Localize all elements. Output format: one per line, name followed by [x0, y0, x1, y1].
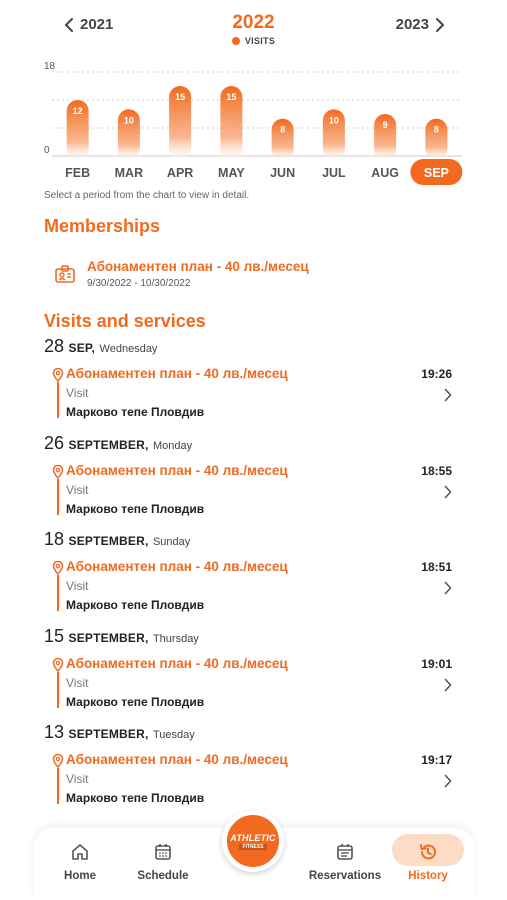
day-header — [44, 433, 192, 454]
chevron-right-icon — [444, 485, 452, 499]
chevron-right-icon — [435, 18, 445, 32]
visit-plan-name: Абонаментен план - 40 лв./месец — [66, 655, 288, 671]
location-pin-icon — [52, 754, 64, 768]
nav-history[interactable] — [388, 828, 468, 888]
visit-day — [44, 336, 464, 433]
chevron-right-icon — [444, 678, 452, 692]
y-tick-label: 18 — [44, 61, 56, 72]
visit-plan-name: Абонаментен план - 40 лв./месец — [66, 752, 288, 767]
day-number: 13 — [44, 722, 65, 742]
visit-location: Марково тепе Пловдив — [66, 791, 205, 805]
timeline-line — [57, 575, 59, 611]
nav-reservations[interactable] — [305, 828, 385, 888]
next-year-label: 2023 — [395, 16, 429, 33]
visits-list — [44, 336, 464, 819]
location-pin-icon — [52, 368, 64, 382]
nav-home[interactable] — [40, 828, 120, 888]
x-tick-label[interactable]: JUL — [322, 166, 346, 180]
day-weekday: Wednesday — [99, 343, 158, 355]
x-tick-label[interactable]: AUG — [371, 166, 400, 180]
timeline-line — [57, 382, 59, 418]
visit-entry[interactable] — [52, 559, 462, 619]
timeline-line — [57, 672, 59, 708]
visit-type: Visit — [66, 386, 89, 400]
visit-type: Visit — [66, 675, 89, 690]
reservations-icon — [335, 842, 355, 862]
visit-time: 19:17 — [421, 753, 452, 767]
visit-plan-name: Абонаментен план - 40 лв./месец — [66, 559, 288, 574]
visit-day — [44, 433, 464, 530]
day-number: 28 — [44, 336, 65, 356]
visit-time: 18:51 — [421, 560, 452, 574]
next-year-button[interactable] — [396, 16, 445, 33]
visit-entry[interactable] — [52, 366, 462, 426]
x-tick-label[interactable]: SEP — [423, 166, 449, 180]
day-month: SEP, — [68, 341, 96, 355]
membership-dates: 9/30/2022 - 10/30/2022 — [87, 278, 191, 289]
chart-hint: Select a period from the chart to view in detail. — [44, 190, 250, 201]
bar-value-label: 9 — [382, 120, 388, 130]
visit-entry[interactable] — [52, 752, 462, 812]
visits-title: Visits and services — [44, 311, 206, 331]
day-number: 15 — [44, 625, 65, 646]
day-weekday: Tuesday — [152, 729, 195, 741]
visit-time: 19:01 — [421, 656, 452, 671]
visit-time: 19:26 — [421, 367, 452, 381]
nav-reservations-label: Reservations — [308, 870, 382, 882]
day-month: SEPTEMBER, — [68, 437, 149, 452]
visit-time: 18:55 — [421, 463, 452, 478]
year-navigation — [0, 12, 507, 52]
y-tick-label: 0 — [44, 145, 50, 156]
day-number: 18 — [44, 529, 65, 549]
membership-item[interactable] — [52, 258, 472, 294]
day-header — [44, 529, 190, 550]
visit-type: Visit — [66, 482, 89, 497]
chevron-right-icon — [444, 388, 452, 402]
x-tick-label[interactable]: FEB — [65, 166, 91, 180]
brand-logo-button[interactable] — [222, 810, 284, 872]
day-month: SEPTEMBER, — [68, 630, 149, 645]
location-pin-icon — [52, 658, 64, 672]
nav-home-label: Home — [64, 870, 96, 882]
x-tick-label[interactable]: JUN — [270, 166, 296, 180]
bar-value-label: 8 — [280, 124, 286, 135]
day-weekday: Thursday — [152, 632, 199, 645]
history-icon — [418, 842, 438, 862]
logo-text-secondary: FITNESS — [239, 844, 266, 850]
memberships-title: Memberships — [44, 216, 161, 236]
chart-legend — [0, 36, 507, 46]
legend-dot-icon — [232, 37, 240, 45]
visit-location: Марково тепе Пловдив — [66, 598, 205, 612]
visit-type: Visit — [66, 579, 89, 593]
chevron-right-icon — [444, 774, 452, 788]
id-card-icon — [54, 264, 76, 284]
visit-plan-name: Абонаментен план - 40 лв./месец — [66, 462, 288, 478]
day-month: SEPTEMBER, — [68, 727, 149, 741]
day-weekday: Sunday — [152, 536, 191, 548]
day-header — [44, 626, 199, 647]
x-tick-label[interactable]: MAR — [114, 166, 144, 180]
home-icon — [70, 842, 90, 862]
nav-schedule-label: Schedule — [137, 870, 189, 882]
visit-type: Visit — [66, 772, 89, 786]
day-number: 26 — [44, 432, 65, 453]
day-month: SEPTEMBER, — [68, 534, 149, 548]
x-tick-label[interactable]: APR — [166, 166, 194, 180]
visits-chart-svg — [40, 58, 470, 188]
visit-entry[interactable] — [52, 656, 462, 716]
current-year: 2022 — [232, 12, 275, 33]
nav-history-label: History — [408, 870, 448, 882]
visit-day — [44, 626, 464, 723]
x-tick-label[interactable]: MAY — [218, 166, 245, 180]
nav-schedule[interactable] — [123, 828, 203, 888]
bar-value-label: 10 — [328, 115, 339, 126]
location-pin-icon — [52, 465, 64, 479]
bar-value-label: 15 — [226, 92, 237, 102]
logo-text-primary: ATHLETIC — [230, 832, 276, 843]
visit-location: Марково тепе Пловдив — [66, 405, 205, 419]
calendar-icon — [153, 842, 173, 862]
bar-value-label: 8 — [433, 124, 439, 135]
day-header — [44, 722, 195, 743]
visit-entry[interactable] — [52, 463, 462, 523]
visit-location: Марково тепе Пловдив — [66, 501, 205, 516]
visits-chart — [40, 58, 470, 188]
timeline-line — [57, 479, 59, 515]
visit-plan-name: Абонаментен план - 40 лв./месец — [66, 366, 288, 381]
chevron-right-icon — [444, 581, 452, 595]
visit-location: Марково тепе Пловдив — [66, 694, 205, 709]
previous-year-label: 2021 — [80, 16, 114, 33]
day-weekday: Monday — [152, 439, 193, 452]
visit-day — [44, 529, 464, 626]
day-header — [44, 336, 157, 357]
bar-value-label: 15 — [175, 92, 186, 102]
location-pin-icon — [52, 561, 64, 575]
membership-name: Абонаментен план - 40 лв./месец — [87, 259, 309, 274]
legend-label: VISITS — [244, 36, 276, 46]
timeline-line — [57, 768, 59, 804]
bar-value-label: 12 — [72, 106, 83, 116]
bar-value-label: 10 — [123, 115, 134, 126]
visit-day — [44, 722, 464, 819]
